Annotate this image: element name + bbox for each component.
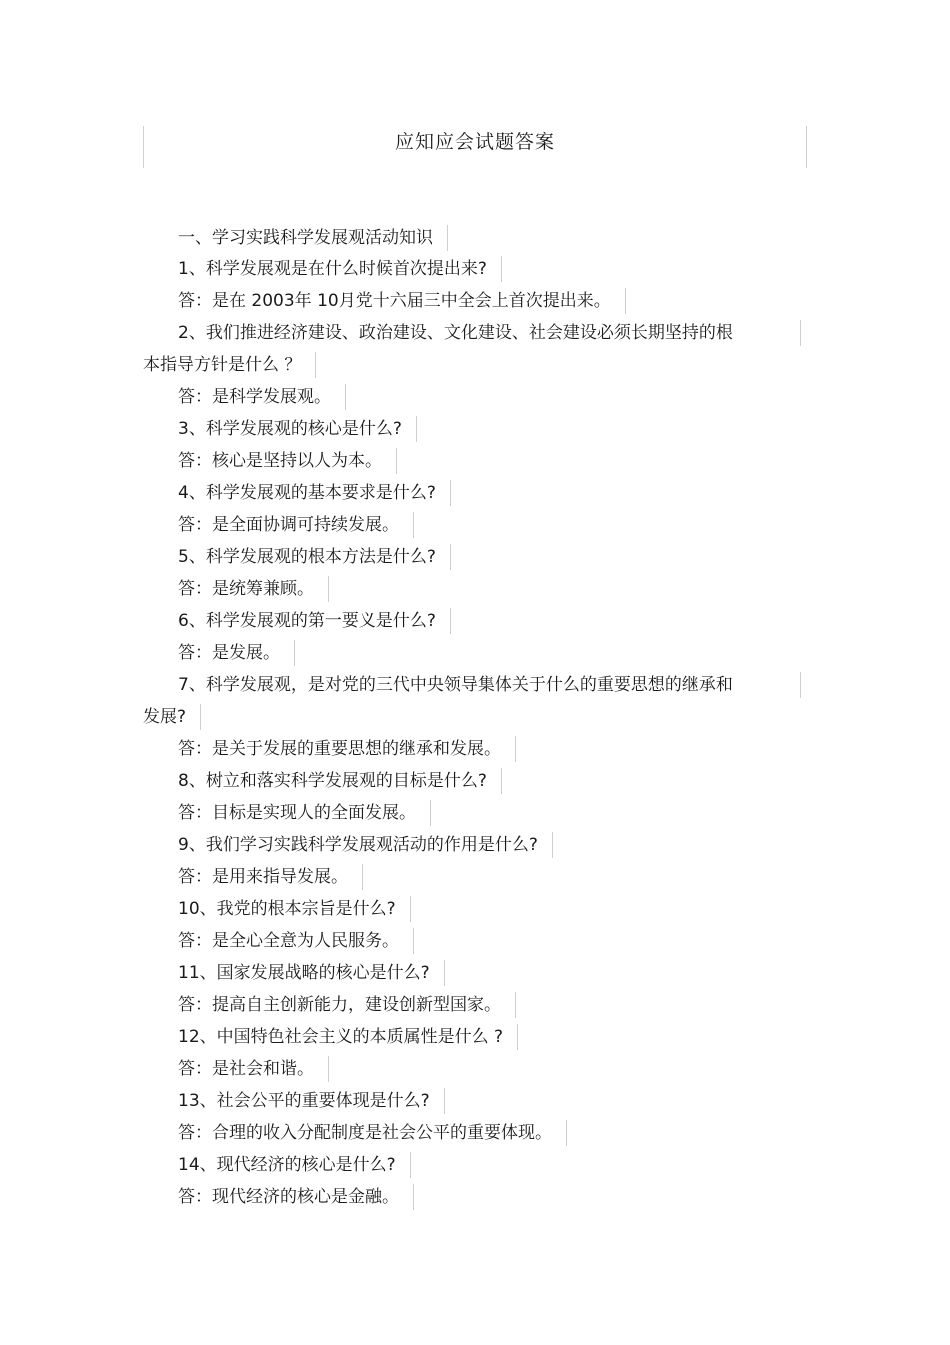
line-end-marker <box>552 832 553 858</box>
line-end-marker <box>515 992 516 1018</box>
line-end-marker <box>328 1056 329 1082</box>
line-end-marker <box>517 1024 518 1050</box>
page-title: 应知应会试题答案 <box>394 131 555 153</box>
line-end-marker <box>430 800 431 826</box>
line-text: 本指导方针是什么 ？ <box>143 355 302 375</box>
line-text: 答：是在 2003年 10月党十六届三中全会上首次提出来。 <box>178 291 611 311</box>
document-line <box>178 225 448 251</box>
line-text: 答：是全面协调可持续发展。 <box>178 515 399 535</box>
line-text: 9、我们学习实践科学发展观活动的作用是什么? <box>178 835 538 855</box>
document-line <box>178 608 451 634</box>
line-end-marker <box>410 896 411 922</box>
line-text: 答：是全心全意为人民服务。 <box>178 931 399 951</box>
line-text: 3、科学发展观的核心是什么? <box>178 419 402 439</box>
document-line <box>178 512 414 538</box>
line-end-marker <box>200 704 201 730</box>
line-end-marker <box>800 672 801 698</box>
document-line <box>178 992 516 1018</box>
line-end-marker <box>450 480 451 506</box>
document-line <box>178 576 329 602</box>
document-line <box>178 960 445 986</box>
document-line <box>178 416 417 442</box>
document-line <box>178 896 411 922</box>
line-text: 10、我党的根本宗旨是什么? <box>178 899 396 919</box>
document-line <box>178 1056 329 1082</box>
document-line <box>178 768 502 794</box>
document-line <box>178 672 733 698</box>
line-end-marker <box>501 256 502 282</box>
line-end-marker <box>362 864 363 890</box>
document-line <box>178 640 295 666</box>
document-line <box>178 288 626 314</box>
line-end-marker <box>416 416 417 442</box>
line-end-marker <box>447 225 448 251</box>
line-end-marker <box>515 736 516 762</box>
line-end-marker <box>501 768 502 794</box>
document-line <box>178 448 397 474</box>
line-text: 答：是关于发展的重要思想的继承和发展。 <box>178 739 501 759</box>
line-text: 答：是发展。 <box>178 643 280 663</box>
line-end-marker <box>413 1184 414 1210</box>
line-text: 4、科学发展观的基本要求是什么? <box>178 483 436 503</box>
document-line <box>178 864 363 890</box>
line-end-marker <box>444 1088 445 1114</box>
line-end-marker <box>450 544 451 570</box>
line-end-marker <box>625 288 626 314</box>
line-end-marker <box>345 384 346 410</box>
line-text: 答：提高自主创新能力，建设创新型国家。 <box>178 995 501 1015</box>
document-line <box>178 928 414 954</box>
line-end-marker <box>294 640 295 666</box>
document-line <box>143 352 316 378</box>
line-text: 11、国家发展战略的核心是什么? <box>178 963 430 983</box>
document-line <box>178 800 431 826</box>
document-line <box>178 1024 518 1050</box>
line-text: 2、我们推进经济建设、政治建设、文化建设、社会建设必须长期坚持的根 <box>178 323 733 343</box>
line-text: 6、科学发展观的第一要义是什么? <box>178 611 436 631</box>
line-text: 13、社会公平的重要体现是什么? <box>178 1091 430 1111</box>
line-end-marker <box>413 928 414 954</box>
document-line <box>143 704 201 730</box>
document-line <box>178 544 451 570</box>
document-line <box>178 384 346 410</box>
line-text: 1、科学发展观是在什么时候首次提出来? <box>178 259 487 279</box>
line-text: 答：现代经济的核心是金融。 <box>178 1187 399 1207</box>
line-text: 答：目标是实现人的全面发展。 <box>178 803 416 823</box>
line-end-marker <box>450 608 451 634</box>
line-text: 7、科学发展观，是对党的三代中央领导集体关于什么的重要思想的继承和 <box>178 675 733 695</box>
line-text: 12、中国特色社会主义的本质属性是什么 ? <box>178 1027 504 1047</box>
line-text: 5、科学发展观的根本方法是什么? <box>178 547 436 567</box>
line-text: 答：合理的收入分配制度是社会公平的重要体现。 <box>178 1123 552 1143</box>
line-end-marker <box>315 352 316 378</box>
line-end-marker <box>396 448 397 474</box>
line-text: 答：是统筹兼顾。 <box>178 579 314 599</box>
document-line <box>178 832 553 858</box>
document-line <box>178 1120 567 1146</box>
line-text: 8、树立和落实科学发展观的目标是什么? <box>178 771 487 791</box>
document-line <box>178 320 733 346</box>
line-text: 一、学习实践科学发展观活动知识 <box>178 228 433 248</box>
line-text: 答：是用来指导发展。 <box>178 867 348 887</box>
line-text: 答：是科学发展观。 <box>178 387 331 407</box>
document-line <box>178 1088 445 1114</box>
document-line <box>178 1184 414 1210</box>
document-line <box>178 736 516 762</box>
line-text: 发展? <box>143 707 187 727</box>
line-end-marker <box>413 512 414 538</box>
line-end-marker <box>444 960 445 986</box>
line-text: 答：是社会和谐。 <box>178 1059 314 1079</box>
line-end-marker <box>410 1152 411 1178</box>
document-line <box>178 256 502 282</box>
line-end-marker <box>800 320 801 346</box>
line-text: 14、现代经济的核心是什么? <box>178 1155 396 1175</box>
document-line <box>178 480 451 506</box>
line-end-marker <box>566 1120 567 1146</box>
line-end-marker <box>328 576 329 602</box>
document-line <box>178 1152 411 1178</box>
line-text: 答：核心是坚持以人为本。 <box>178 451 382 471</box>
